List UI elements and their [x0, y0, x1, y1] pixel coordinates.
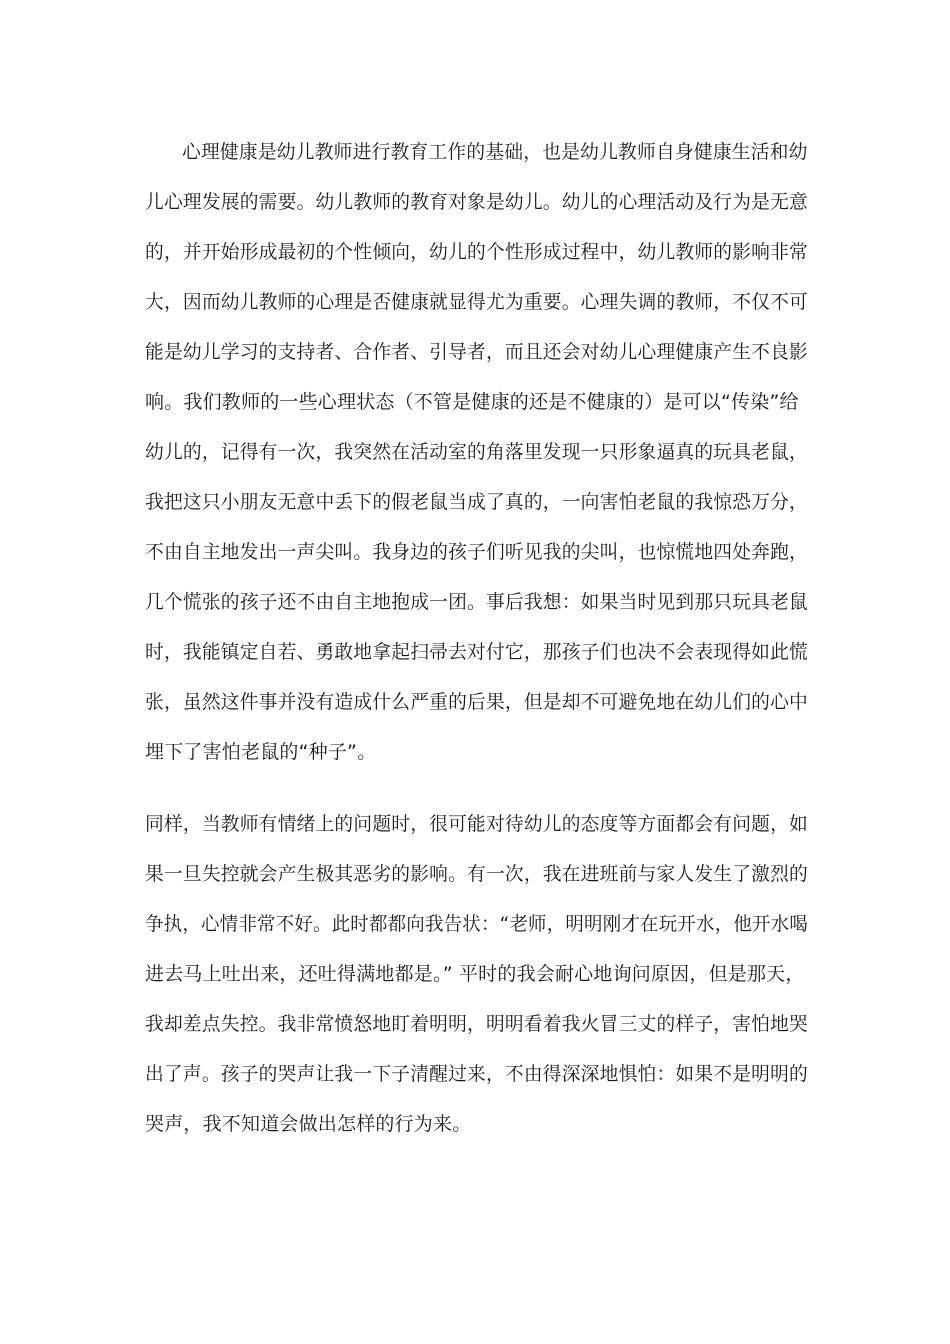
- paragraph-line: 的，并开始形成最初的个性倾向，幼儿的个性形成过程中，幼儿教师的影响非常: [145, 241, 809, 263]
- paragraph-line: 张，虽然这件事并没有造成什么严重的后果，但是却不可避免地在幼儿们的心中: [145, 691, 809, 713]
- paragraph-line: 几个慌张的孩子还不由自主地抱成一团。事后我想：如果当时见到那只玩具老鼠: [145, 591, 809, 613]
- paragraph-line: 不由自主地发出一声尖叫。我身边的孩子们听见我的尖叫，也惊慌地四处奔跑，: [145, 541, 809, 563]
- paragraph-line: 出了声。孩子的哭声让我一下子清醒过来，不由得深深地惧怕：如果不是明明的: [145, 1063, 809, 1085]
- paragraph-line: 响。我们教师的一些心理状态（不管是健康的还是不健康的）是可以“传染”给: [145, 391, 799, 413]
- paragraph-line: 幼儿的，记得有一次，我突然在活动室的角落里发现一只形象逼真的玩具老鼠，: [145, 441, 809, 463]
- paragraph-line: 果一旦失控就会产生极其恶劣的影响。有一次，我在进班前与家人发生了激烈的: [145, 863, 809, 885]
- paragraph-line: 进去马上吐出来，还吐得满地都是。” 平时的我会耐心地询问原因，但是那天，: [145, 963, 805, 985]
- paragraph-line: 我却差点失控。我非常愤怒地盯着明明，明明看着我火冒三丈的样子，害怕地哭: [145, 1013, 809, 1035]
- paragraph-line: 能是幼儿学习的支持者、合作者、引导者，而且还会对幼儿心理健康产生不良影: [145, 341, 809, 363]
- paragraph-line: 哭声，我不知道会做出怎样的行为来。: [145, 1113, 472, 1135]
- paragraph-line: 我把这只小朋友无意中丢下的假老鼠当成了真的，一向害怕老鼠的我惊恐万分，: [145, 491, 809, 513]
- paragraph-line: 埋下了害怕老鼠的“种子”。: [145, 741, 377, 763]
- paragraph-line: 时，我能镇定自若、勇敢地拿起扫帚去对付它，那孩子们也决不会表现得如此慌: [145, 641, 809, 663]
- paragraph-line: 争执，心情非常不好。此时都都向我告状：“老师，明明刚才在玩开水，他开水喝: [145, 913, 809, 935]
- paragraph-line: 同样，当教师有情绪上的问题时，很可能对待幼儿的态度等方面都会有问题，如: [145, 813, 809, 835]
- paragraph-line: 儿心理发展的需要。幼儿教师的教育对象是幼儿。幼儿的心理活动及行为是无意: [145, 191, 809, 213]
- paragraph-line: 大，因而幼儿教师的心理是否健康就显得尤为重要。心理失调的教师，不仅不可: [145, 291, 809, 313]
- paragraph-line: 心理健康是幼儿教师进行教育工作的基础，也是幼儿教师自身健康生活和幼: [182, 141, 808, 163]
